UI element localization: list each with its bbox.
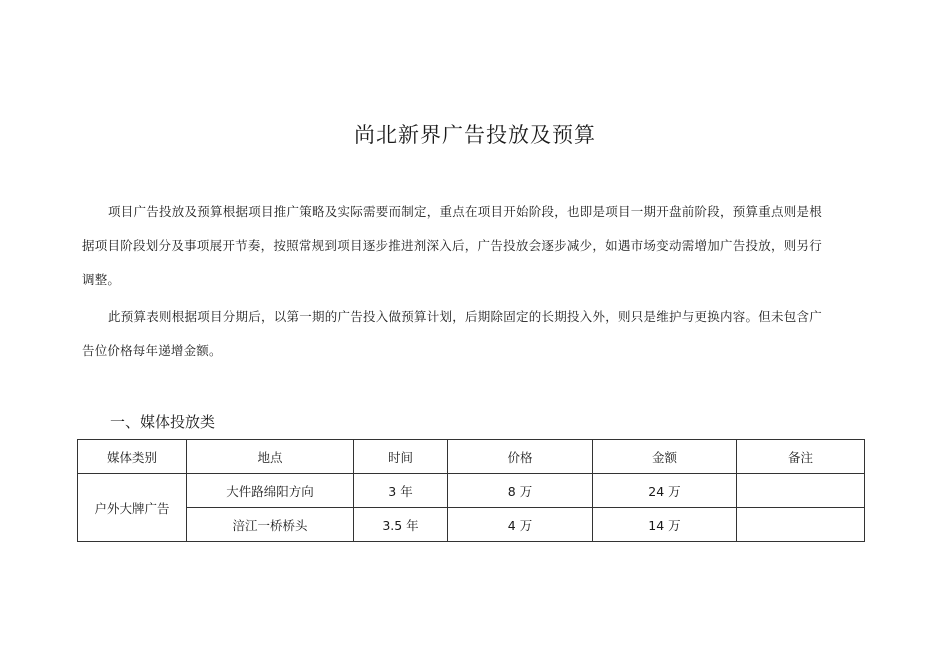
- document-title: 尚北新界广告投放及预算: [354, 123, 596, 147]
- header-note: 备注: [737, 440, 865, 474]
- amount-cell: 14 万: [593, 508, 737, 542]
- time-cell: 3.5 年: [354, 508, 448, 542]
- header-time: 时间: [354, 440, 448, 474]
- table-row: [78, 508, 865, 542]
- header-amount: 金额: [593, 440, 737, 474]
- table-header-row: [78, 440, 865, 474]
- media-category-cell: 户外大牌广告: [78, 474, 187, 542]
- table-row: [78, 474, 865, 508]
- location-cell: 涪江一桥桥头: [187, 508, 354, 542]
- note-cell: [737, 474, 865, 508]
- time-cell: 3 年: [354, 474, 448, 508]
- section-heading-media: 一、媒体投放类: [110, 413, 216, 431]
- amount-cell: 24 万: [593, 474, 737, 508]
- note-cell: [737, 508, 865, 542]
- header-media-category: 媒体类别: [78, 440, 187, 474]
- media-budget-table: [77, 439, 865, 542]
- intro-paragraph: 项目广告投放及预算根据项目推广策略及实际需要而制定，重点在项目开始阶段，也即是项目一期开盘前阶段，预算重点则是根据项目阶段划分及事项展开节奏，按照常规到项目逐步推进剂深入后，广告投放会逐步减少，如遇市场变动需增加广告投放，则另行调整。: [82, 204, 822, 287]
- header-price: 价格: [448, 440, 593, 474]
- location-cell: 大件路绵阳方向: [187, 474, 354, 508]
- header-location: 地点: [187, 440, 354, 474]
- price-cell: 4 万: [448, 508, 593, 542]
- price-cell: 8 万: [448, 474, 593, 508]
- budget-note-paragraph: 此预算表则根据项目分期后，以第一期的广告投入做预算计划，后期除固定的长期投入外，则只是维护与更换内容。但未包含广告位价格每年递增金额。: [82, 309, 822, 358]
